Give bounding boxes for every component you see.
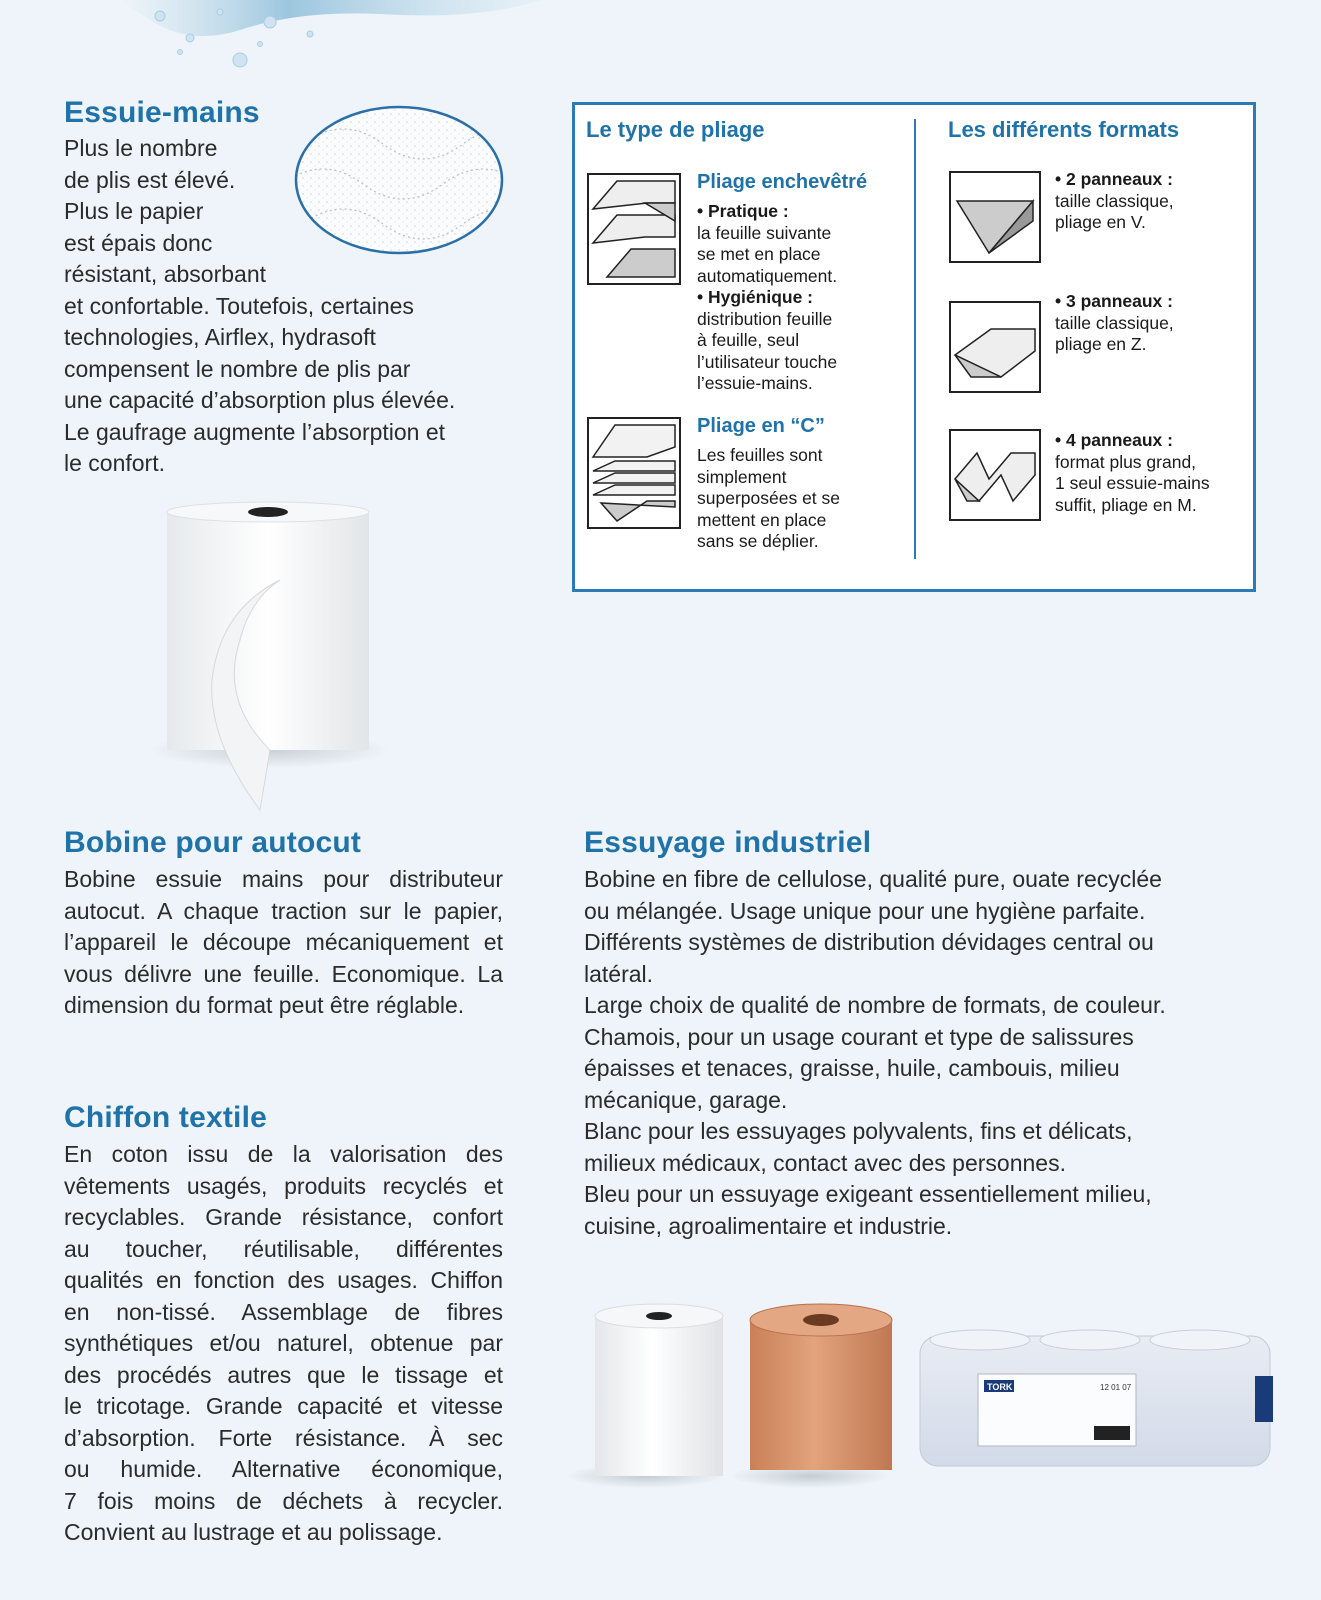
white-paper-roll-image	[150, 500, 390, 822]
hygienique-label: • Hygiénique :	[697, 287, 813, 307]
text-line: et confortable. Toutefois, certaines	[64, 292, 414, 319]
text-line: dimension du format peut être réglable.	[64, 992, 465, 1018]
interfold-text	[697, 201, 897, 395]
package-brand: TORK	[987, 1382, 1013, 1392]
text-line: Le gaufrage augmente l’absorption et	[64, 418, 446, 445]
text-line: ou humide. Alternative économique,	[64, 1456, 503, 1482]
text-line: cuisine, agroalimentaire et industrie.	[584, 1212, 953, 1239]
c-fold-icon	[587, 417, 681, 529]
text-line: recyclables. Grande résistance, confort	[64, 1204, 503, 1230]
text-line: 7 fois moins de déchets à recycler.	[64, 1487, 503, 1514]
text-line: une capacité d’absorption plus élevée.	[64, 387, 456, 413]
text-line: Bobine essuie mains pour distributeur	[64, 866, 503, 892]
text-line: Convient au lustrage et au polissage.	[64, 1519, 443, 1545]
text-line: la feuille suivante	[697, 222, 832, 243]
chiffon-title: Chiffon textile	[64, 1101, 267, 1134]
text-line: le confort.	[64, 450, 165, 476]
formats-title: Les différents formats	[948, 117, 1180, 142]
text-line: l’appareil le découpe mécaniquement et	[64, 929, 503, 955]
format-4-label: • 4 panneaux :	[1055, 430, 1173, 450]
text-line: en non-tissé. Assemblage de fibres	[64, 1298, 503, 1325]
text-line: Bobine en fibre de cellulose, qualité pure, ouate recyclée	[584, 866, 1162, 892]
text-line: vous délivre une feuille. Economique. La	[64, 960, 503, 987]
pratique-label: • Pratique :	[697, 201, 789, 221]
text-line: Plus le nombre	[64, 135, 218, 161]
text-line: Chamois, pour un usage courant et type de salissures	[584, 1023, 1134, 1050]
text-line: au toucher, réutilisable, différentes	[64, 1235, 503, 1262]
format-3-text	[1055, 291, 1255, 356]
bobine-title: Bobine pour autocut	[64, 826, 362, 859]
m-fold-icon	[949, 429, 1041, 521]
text-line: 1 seul essuie-mains	[1055, 473, 1210, 493]
text-line: synthétiques et/ou naturel, obtenue par	[64, 1330, 503, 1356]
package-code: 12 01 07	[1100, 1383, 1132, 1392]
text-line: superposées et se	[697, 488, 841, 508]
text-line: Large choix de qualité de nombre de formats, de couleur.	[584, 992, 1166, 1018]
text-line: taille classique,	[1055, 190, 1174, 211]
format-4-text	[1055, 430, 1255, 516]
text-line: milieux médicaux, contact avec des personnes.	[584, 1149, 1066, 1176]
text-line: à feuille, seul	[697, 330, 800, 350]
text-line: distribution feuille	[697, 308, 833, 329]
z-fold-icon	[949, 301, 1041, 393]
fold-type-title: Le type de pliage	[586, 117, 765, 142]
text-line: l’essuie-mains.	[697, 373, 813, 393]
text-line: autocut. A chaque traction sur le papier,	[64, 897, 503, 924]
text-line: simplement	[697, 466, 787, 487]
text-line: Blanc pour les essuyages polyvalents, fins et délicats,	[584, 1118, 1133, 1144]
text-line: sans se déplier.	[697, 531, 819, 551]
text-line: d’absorption. Forte résistance. À sec	[64, 1424, 503, 1451]
text-line: vêtements usagés, produits recyclés et	[64, 1172, 503, 1199]
fold-info-panel	[572, 102, 1256, 592]
interfold-title: Pliage enchevêtré	[697, 171, 868, 193]
text-line: mettent en place	[697, 509, 827, 530]
text-line: latéral.	[584, 960, 654, 987]
interfold-icon	[587, 173, 681, 285]
text-line: résistant, absorbant	[64, 261, 267, 287]
text-line: compensent le nombre de plis par	[64, 355, 411, 382]
essuie-mains-title: Essuie-mains	[64, 96, 260, 129]
text-line: taille classique,	[1055, 312, 1174, 333]
text-line: pliage en V.	[1055, 212, 1146, 232]
text-line: Les feuilles sont	[697, 445, 823, 465]
text-line: Plus le papier	[64, 198, 204, 224]
text-line: de plis est élevé.	[64, 166, 236, 193]
industrial-rolls-image	[560, 1296, 1280, 1496]
text-line: En coton issu de la valorisation des	[64, 1141, 503, 1167]
text-line: le tricotage. Grande capacité et vitesse	[64, 1393, 503, 1419]
text-line: automatiquement.	[697, 265, 838, 286]
paper-texture-image	[293, 104, 505, 256]
c-fold-title: Pliage en “C”	[697, 415, 825, 437]
panel-divider	[914, 119, 916, 559]
format-2-label: • 2 panneaux :	[1055, 169, 1173, 189]
text-line: est épais donc	[64, 229, 213, 256]
text-line: mécanique, garage.	[584, 1086, 788, 1113]
industriel-text	[584, 864, 1234, 1242]
format-3-label: • 3 panneaux :	[1055, 291, 1173, 311]
text-line: pliage en Z.	[1055, 334, 1147, 354]
text-line: ou mélangée. Usage unique pour une hygiène parfaite.	[584, 897, 1146, 924]
text-line: se met en place	[697, 244, 821, 264]
c-fold-text	[697, 445, 897, 553]
text-line: Différents systèmes de distribution dévidages central ou	[584, 929, 1154, 955]
water-splash-decoration	[60, 0, 540, 80]
text-line: suffit, pliage en M.	[1055, 494, 1197, 515]
text-line: qualités en fonction des usages. Chiffon	[64, 1267, 503, 1293]
bobine-text	[64, 864, 503, 1022]
format-2-text	[1055, 169, 1255, 234]
text-line: épaisses et tenaces, graisse, huile, cambouis, milieu	[584, 1055, 1120, 1081]
text-line: des procédés autres que le tissage et	[64, 1361, 503, 1388]
chiffon-text	[64, 1139, 503, 1549]
text-line: technologies, Airflex, hydrasoft	[64, 324, 376, 350]
v-fold-icon	[949, 171, 1041, 263]
text-line: l’utilisateur touche	[697, 351, 838, 372]
text-line: Bleu pour un essuyage exigeant essentiellement milieu,	[584, 1181, 1152, 1207]
text-line: format plus grand,	[1055, 451, 1197, 472]
industriel-title: Essuyage industriel	[584, 826, 872, 859]
